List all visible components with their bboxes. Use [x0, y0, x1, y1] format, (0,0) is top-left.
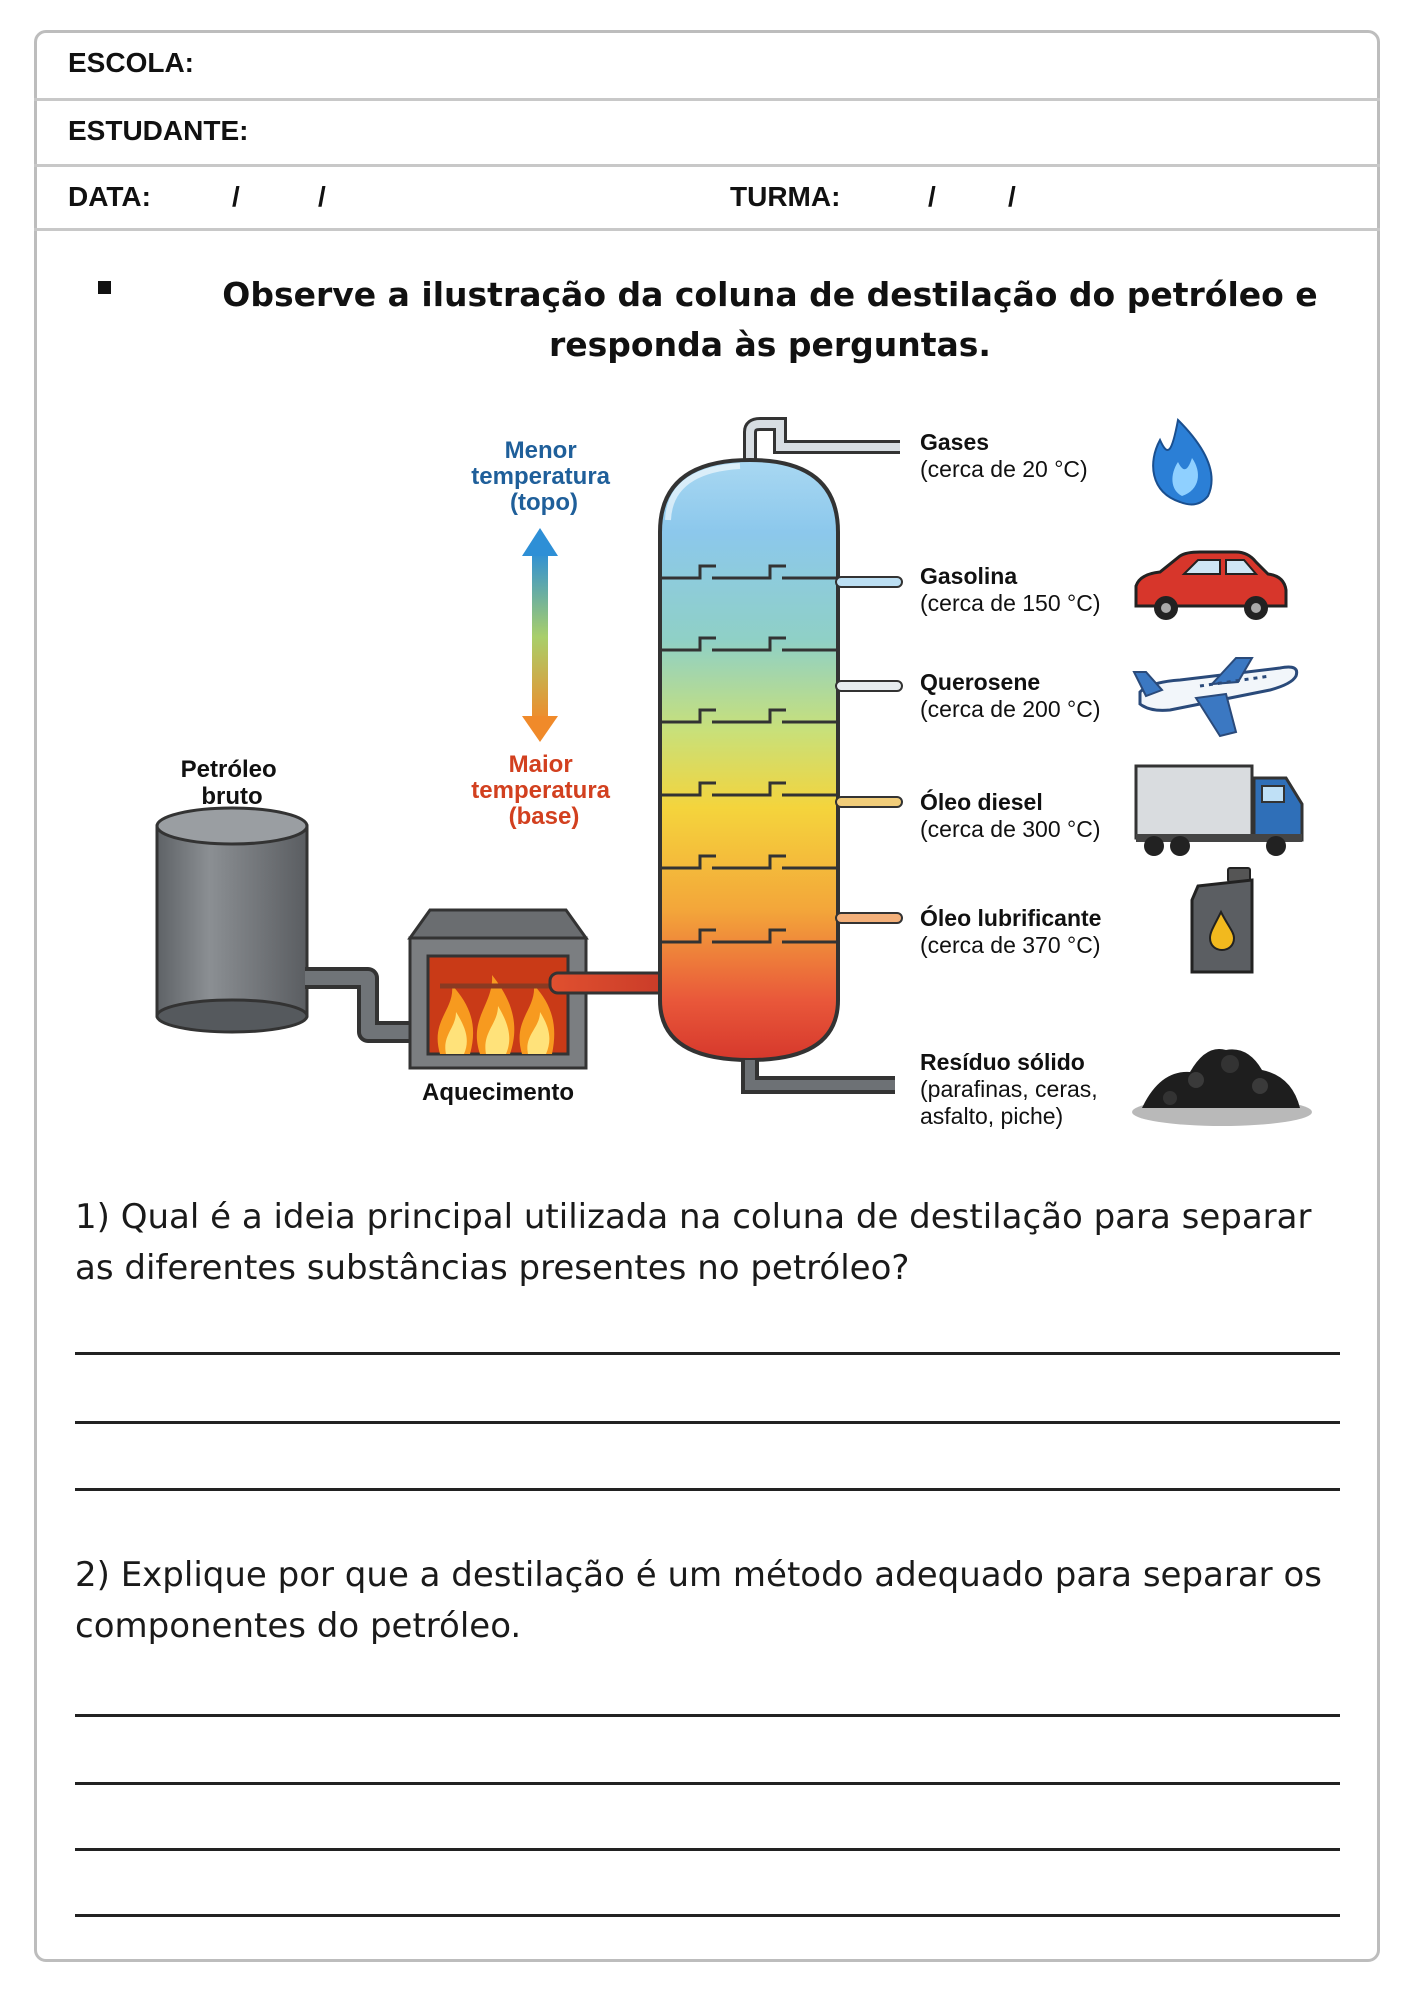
fraction-label: Querosene (cerca de 200 °C) — [920, 669, 1101, 722]
temp-bottom-label: Maior temperatura (base) — [471, 751, 611, 830]
heating-label: Aquecimento — [421, 1079, 575, 1106]
class-slash: / — [1008, 181, 1016, 212]
outlet-pipe — [836, 797, 902, 807]
outlet-pipe — [836, 913, 902, 923]
crude-tank-icon — [157, 808, 307, 1032]
answer-line[interactable] — [75, 1352, 1340, 1355]
question-1: 1) Qual é a ideia principal utilizada na coluna de destilação para separar as diferentes substâncias presentes no petróleo? — [75, 1197, 1312, 1288]
fraction-label: Óleo diesel (cerca de 300 °C) — [920, 789, 1101, 842]
crude-tank-label: Petróleo bruto — [180, 756, 277, 810]
answer-line[interactable] — [75, 1914, 1340, 1917]
class-label: TURMA: — [730, 181, 841, 212]
answer-line[interactable] — [75, 1714, 1340, 1717]
temp-top-label: Menor temperatura (topo) — [471, 437, 611, 516]
fraction-label: Gasolina (cerca de 150 °C) — [920, 563, 1101, 616]
flame-icon — [1153, 420, 1211, 504]
fraction-label: Óleo lubrificante (cerca de 370 °C) — [920, 905, 1102, 958]
answer-line[interactable] — [75, 1782, 1340, 1785]
temperature-arrow-icon — [522, 528, 558, 742]
question-2: 2) Explique por que a destilação é um método adequado para separar os componentes do petróleo. — [75, 1555, 1322, 1646]
instruction-text: Observe a ilustração da coluna de destilação do petróleo e responda às perguntas. — [222, 275, 1318, 364]
outlet-pipes — [836, 577, 902, 923]
answer-line[interactable] — [75, 1848, 1340, 1851]
date-slash: / — [232, 181, 240, 212]
student-label: ESTUDANTE: — [68, 115, 249, 146]
answer-line[interactable] — [75, 1421, 1340, 1424]
coal-pile-icon — [1132, 1049, 1312, 1126]
distillation-column — [660, 460, 838, 1060]
answer-line[interactable] — [75, 1488, 1340, 1491]
car-icon — [1136, 552, 1286, 620]
school-label: ESCOLA: — [68, 47, 194, 78]
date-slash: / — [318, 181, 326, 212]
fraction-label: Gases (cerca de 20 °C) — [920, 429, 1088, 482]
truck-icon — [1136, 766, 1302, 856]
airplane-icon — [1134, 658, 1297, 736]
oil-can-icon — [1192, 868, 1252, 972]
outlet-pipe — [836, 681, 902, 691]
date-label: DATA: — [68, 181, 151, 212]
class-slash: / — [928, 181, 936, 212]
fraction-label: Resíduo sólido (parafinas, ceras, asfalto, piche) — [920, 1049, 1098, 1129]
outlet-pipe — [836, 577, 902, 587]
